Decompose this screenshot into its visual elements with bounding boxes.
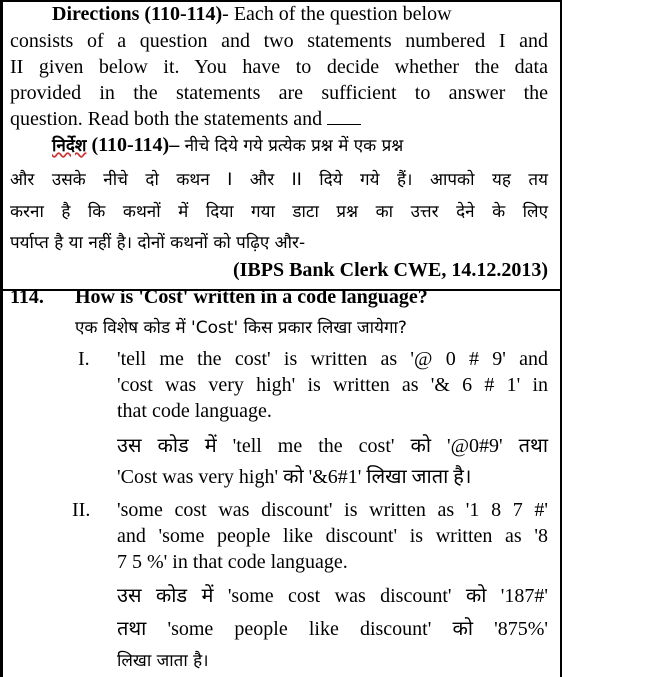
hindi-directions-number: (110-114)–: [86, 134, 180, 156]
directions-line-2: consists of a question and two statements numbered I and: [10, 30, 548, 52]
hindi-directions-line-3: करना है कि कथनों में दिया गया डाटा प्रश्न का उत्तर देने के लिए: [10, 202, 548, 222]
box-top-border: [0, 0, 562, 2]
question-text: How is 'Cost' written in a code language?: [75, 286, 428, 308]
directions-label: Directions (110-114): [52, 3, 223, 25]
box-left-border: [0, 0, 3, 677]
statement-2-numeral: II.: [72, 499, 91, 521]
hindi-directions-line-2: और उसके नीचे दो कथन I और II दिये गये हैं। आपको यह तय: [10, 170, 548, 190]
hindi-directions-line-1: [52, 134, 548, 157]
statement-2-hi-line-1: उस कोड में 'some cost was discount' को '187#': [117, 585, 548, 607]
directions-line-1: [52, 3, 547, 25]
box-right-border: [560, 0, 562, 677]
directions-line-4: provided in the statements are sufficient to answer the: [10, 82, 548, 104]
statement-1-hi-line-2: 'Cost was very high' को '&6#1' लिखा जाता है।: [117, 466, 472, 488]
hindi-directions-line-4: पर्याप्त है या नहीं है। दोनों कथनों को पढ़िए और-: [10, 233, 306, 253]
hindi-directions-line-1-text: नीचे दिये गये प्रत्येक प्रश्न में एक प्रश्न: [179, 136, 404, 156]
statement-2-hi-line-2: तथा 'some people like discount' को '875%': [117, 618, 548, 640]
statement-1-en-line-2: 'cost was very high' is written as '& 6 # 1' in: [117, 374, 548, 396]
question-hindi: [75, 317, 407, 339]
statement-2-hi-line-3: लिखा जाता है।: [117, 651, 209, 671]
statement-1-en-line-1: 'tell me the cost' is written as '@ 0 # 9' and: [117, 348, 548, 370]
statement-2-en-line-3: 7 5 %' in that code language.: [117, 551, 348, 573]
hindi-directions-label: निर्देश: [52, 136, 87, 156]
directions-line-1-text: - Each of the question below: [222, 3, 452, 25]
directions-line-5-text: question. Read both the statements and: [10, 108, 323, 130]
question-hindi-text: एक विशेष कोड में 'Cost' किस प्रकार लिखा जायेगा?: [75, 318, 407, 338]
statement-1-hi-line-1: उस कोड में 'tell me the cost' को '@0#9' तथा: [117, 435, 548, 457]
directions-line-3: II given below it. You have to decide whether the data: [10, 56, 548, 78]
statement-2-en-line-1: 'some cost was discount' is written as '1 8 7 #': [117, 499, 548, 521]
fill-blank: [327, 110, 361, 125]
statement-2-en-line-2: and 'some people like discount' is written as '8: [117, 525, 548, 547]
directions-line-5: [10, 108, 548, 130]
statement-1-en-line-3: that code language.: [117, 400, 272, 422]
statement-1-numeral: I.: [78, 348, 90, 370]
question-number: 114.: [10, 286, 44, 308]
source-citation: (IBPS Bank Clerk CWE, 14.12.2013): [232, 259, 548, 281]
